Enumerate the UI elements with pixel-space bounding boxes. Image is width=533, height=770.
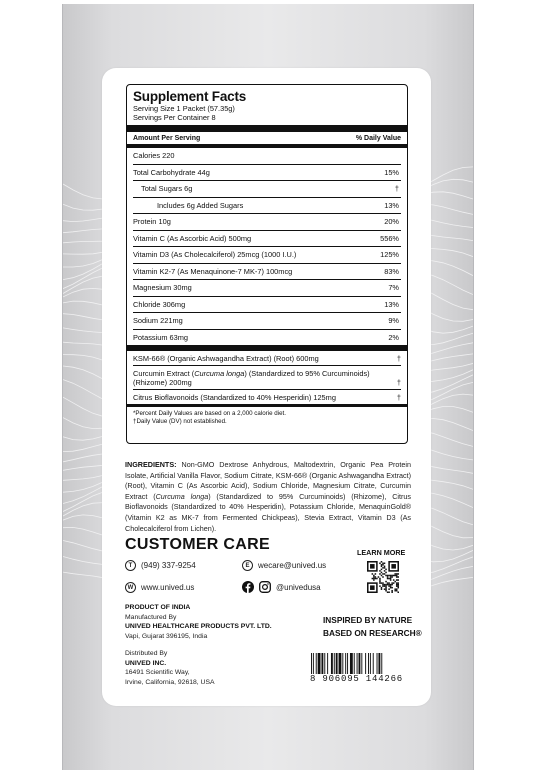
nutrient-label: KSM-66® (Organic Ashwagandha Extract) (Root) 600mg xyxy=(133,354,319,363)
tagline xyxy=(323,614,422,640)
nutrient-label: Citrus Bioflavonoids (Standardized to 40% Hesperidin) 125mg xyxy=(133,393,336,402)
nutrient-label: Protein 10g xyxy=(133,217,171,226)
facts-row xyxy=(133,329,401,346)
nutrient-dv: 13% xyxy=(384,299,399,309)
facts-row xyxy=(133,296,401,313)
nutrient-label: Potassium 63mg xyxy=(133,332,189,342)
social-handle[interactable]: @univedusa xyxy=(276,582,321,592)
distributor-address-line2: Irvine, California, 92618, USA xyxy=(125,678,215,686)
facts-row xyxy=(133,351,401,365)
nutrient-dv: 15% xyxy=(384,167,399,177)
facts-row xyxy=(133,365,401,389)
manufacturer-name: UNIVED HEALTHCARE PRODUCTS PVT. LTD. xyxy=(125,623,272,630)
distributor-name: UNIVED INC. xyxy=(125,659,167,667)
barcode-number: 8 906095 144266 xyxy=(310,674,404,684)
qr-code[interactable] xyxy=(367,561,399,593)
facts-row xyxy=(133,246,401,263)
tagline-line1: INSPIRED BY NATURE xyxy=(323,615,413,625)
website-url[interactable]: www.unived.us xyxy=(141,583,195,592)
distributor-address-line1: 16491 Scientific Way, xyxy=(125,669,190,676)
phone-contact xyxy=(125,560,196,571)
nutrient-dv: 125% xyxy=(380,250,399,259)
facts-row xyxy=(133,148,401,164)
nutrient-label: Total Sugars 6g xyxy=(141,184,193,193)
facts-row xyxy=(133,389,401,404)
nutrient-label: Vitamin D3 (As Cholecalciferol) 25mcg (1000 I.U.) xyxy=(133,250,297,259)
nutrient-dv: 9% xyxy=(388,316,399,325)
nutrient-label: Magnesium 30mg xyxy=(133,283,192,292)
email-address[interactable]: wecare@unived.us xyxy=(258,561,327,570)
nutrient-label: Chloride 306mg xyxy=(133,299,186,309)
footnote-calorie: *Percent Daily Values are based on a 2,000 calorie diet. xyxy=(133,410,286,417)
distributed-by-label: Distributed By xyxy=(125,650,168,657)
thick-divider xyxy=(127,125,407,132)
manufacturer-address: Vapi, Gujarat 396195, India xyxy=(125,632,208,640)
nutrient-label: Vitamin K2-7 (As Menaquinone-7 MK-7) 100mcg xyxy=(133,266,293,276)
facts-row xyxy=(133,230,401,247)
facts-header xyxy=(133,133,401,144)
social-contact xyxy=(242,581,321,593)
nutrient-label: Curcumin Extract (Curcuma longa) (Standardized to 95% Curcuminoids) (Rhizome) 200mg xyxy=(133,369,370,387)
nutrient-dv: 556% xyxy=(380,233,399,243)
tagline-line2: BASED ON RESEARCH® xyxy=(323,628,422,638)
facts-row xyxy=(133,164,401,181)
facts-row xyxy=(133,312,401,329)
facts-row xyxy=(133,213,401,230)
nutrient-dv: 20% xyxy=(384,217,399,226)
footnotes xyxy=(133,407,401,426)
daily-value-label: % Daily Value xyxy=(355,135,401,142)
facts-row xyxy=(133,197,401,214)
website-contact xyxy=(125,582,194,593)
manufactured-by-label: Manufactured By xyxy=(125,613,177,621)
web-icon: W xyxy=(125,582,136,593)
nutrient-dv: † xyxy=(396,354,401,363)
facts-row xyxy=(133,263,401,280)
nutrient-dv: 7% xyxy=(388,283,399,292)
email-contact xyxy=(242,560,326,571)
product-of-india: PRODUCT OF INDIA xyxy=(125,604,191,611)
learn-more-label: LEARN MORE xyxy=(357,548,406,557)
instagram-icon xyxy=(259,581,271,593)
nutrient-label: Sodium 221mg xyxy=(133,316,183,325)
nutrient-label: Vitamin C (As Ascorbic Acid) 500mg xyxy=(133,233,252,243)
nutrient-dv: † xyxy=(394,184,399,193)
serving-size: Serving Size 1 Packet (57.35g) xyxy=(133,104,235,113)
ingredients-text: INGREDIENTS: Non-GMO Dextrose Anhydrous, Maltodextrin, Organic Pea Protein Isolate, Artificial Vanilla Flavor, Sodium Citrate, KSM-66® (Organic Ashwagandha Extract) (Root), Vitamin C (As Ascorbic Acid), Sodium Chloride, Magnesium Citrate, Curcumin Extract (Curcuma longa) (Standardized to 95% Curcuminoids) (Rhizome), Citrus Bioflavonoids (Standardized to 40% Hesperidin), Potassium Chloride, MenaquinGold® (Vitamin K2 as MK-7 from Fermented Chickpeas), Stevia Extract, Vitamin D3 (As Cholecalciferol from Lichen). xyxy=(125,460,411,533)
servings-per-container: Servings Per Container 8 xyxy=(133,113,216,122)
facts-row xyxy=(133,279,401,296)
supplement-facts-title: Supplement Facts xyxy=(133,89,247,104)
origin-block xyxy=(125,603,272,687)
nutrient-label: Calories 220 xyxy=(133,151,175,160)
amount-per-serving-label: Amount Per Serving xyxy=(133,135,201,142)
nutrient-dv: 13% xyxy=(384,200,399,210)
phone-icon: T xyxy=(125,560,136,571)
ingredients-heading: INGREDIENTS: xyxy=(125,460,177,469)
phone-number[interactable]: (949) 337-9254 xyxy=(141,561,196,570)
nutrient-label: Includes 6g Added Sugars xyxy=(157,200,244,210)
email-icon: E xyxy=(242,560,253,571)
nutrient-dv: 83% xyxy=(384,266,399,276)
supplement-facts-panel xyxy=(126,84,408,444)
facebook-icon xyxy=(242,581,254,593)
nutrient-dv: 2% xyxy=(388,332,399,342)
nutrient-dv: † xyxy=(396,393,401,402)
nutrient-dv: † xyxy=(396,378,401,387)
nutrient-label: Total Carbohydrate 44g xyxy=(133,167,210,177)
facts-row xyxy=(133,180,401,197)
footnote-dv: †Daily Value (DV) not established. xyxy=(133,418,227,425)
customer-care-title: CUSTOMER CARE xyxy=(125,536,270,553)
